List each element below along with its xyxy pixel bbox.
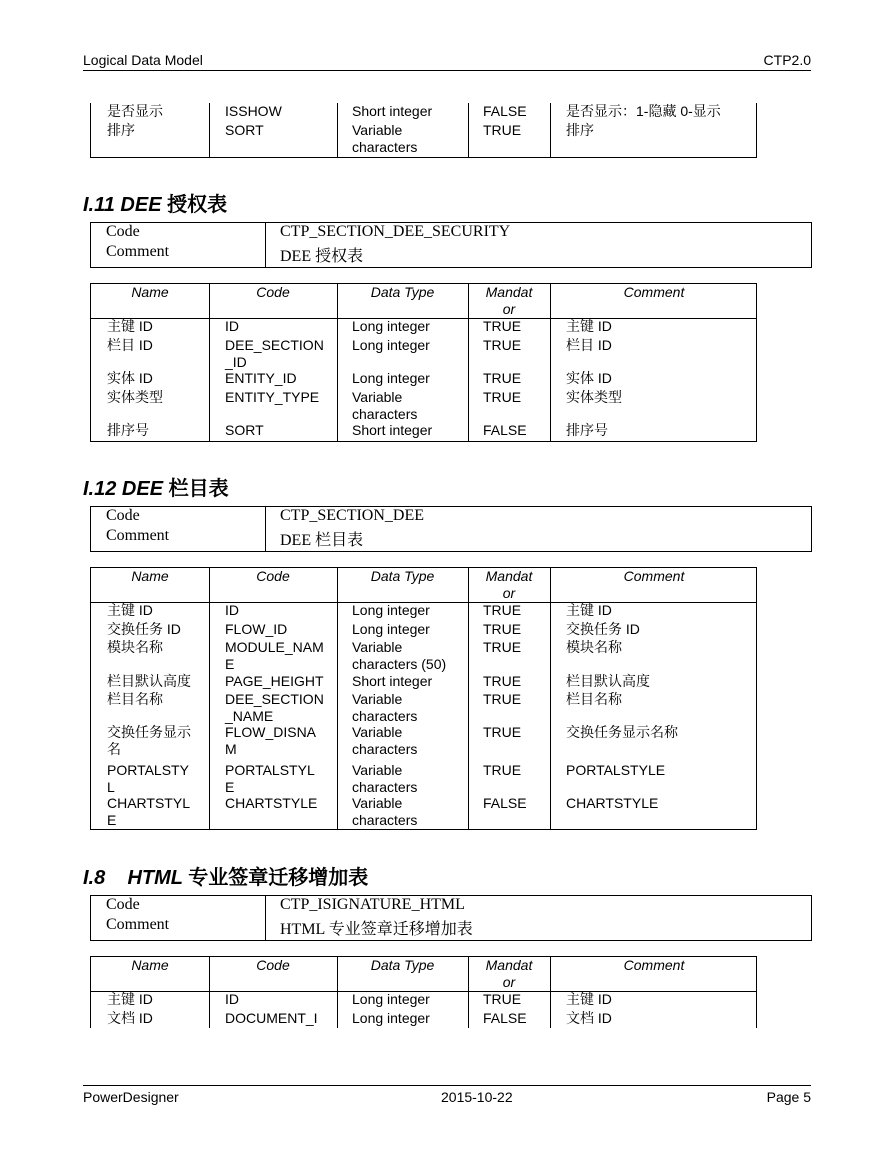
cell-name: 实体类型 <box>107 389 163 405</box>
table-info-box-isignature-html <box>90 895 812 941</box>
table-code-value: CTP_SECTION_DEE <box>280 507 424 524</box>
table-comment-value: DEE 授权表 <box>280 248 364 265</box>
cell-comment: 主键 ID <box>566 318 612 334</box>
cell-type: Long integer <box>352 621 430 637</box>
cell-comment: 交换任务 ID <box>566 621 640 637</box>
cell-mandatory: FALSE <box>483 1010 527 1026</box>
cell-name: 排序号 <box>107 422 149 438</box>
column-header-code: Code <box>256 284 290 300</box>
cell-type: Variable characters <box>352 691 418 724</box>
cell-type: Short integer <box>352 103 433 119</box>
cell-mandatory: FALSE <box>483 103 527 119</box>
cell-mandatory: TRUE <box>483 370 522 386</box>
cell-comment: 主键 ID <box>566 602 612 618</box>
cell-mandatory: TRUE <box>483 389 522 405</box>
column-header-name: Name <box>131 568 169 584</box>
cell-mandatory: TRUE <box>483 762 522 778</box>
cell-type: Variable characters <box>352 795 418 828</box>
cell-code: FLOW_ID <box>225 621 288 637</box>
columns-table-isignature-html <box>90 956 757 1028</box>
cell-code: ID <box>225 991 239 1007</box>
column-header-data-type: Data Type <box>370 568 435 584</box>
cell-comment: CHARTSTYLE <box>566 795 659 811</box>
column-header-mandatory: Mandat or <box>485 284 533 317</box>
cell-comment: 排序 <box>566 122 594 138</box>
footer-page-number: Page 5 <box>766 1089 811 1105</box>
cell-mandatory: FALSE <box>483 422 527 438</box>
cell-type: Long integer <box>352 337 430 353</box>
table-comment-value: DEE 栏目表 <box>280 532 364 549</box>
cell-name: 实体 ID <box>107 370 153 386</box>
cell-name: 交换任务 ID <box>107 621 181 637</box>
cell-mandatory: FALSE <box>483 795 527 811</box>
cell-comment: 栏目默认高度 <box>566 673 650 689</box>
cell-mandatory: TRUE <box>483 691 522 707</box>
cell-code: CHARTSTYLE <box>225 795 318 811</box>
cell-type: Long integer <box>352 602 430 618</box>
cell-name: 是否显示 <box>107 103 163 119</box>
cell-type: Short integer <box>352 422 433 438</box>
header-doc-title: Logical Data Model <box>83 52 203 68</box>
table-header-row <box>91 284 756 319</box>
cell-type: Variable characters <box>352 762 418 795</box>
cell-comment: 是否显示：1-隐藏 0-显示 <box>566 103 721 119</box>
cell-comment: 栏目 ID <box>566 337 612 353</box>
cell-name: 主键 ID <box>107 318 153 334</box>
cell-name: 排序 <box>107 122 135 138</box>
section-title-dee-section <box>83 472 229 501</box>
column-header-code: Code <box>256 957 290 973</box>
section-title-isignature-html <box>83 861 368 890</box>
columns-table-dee-security <box>90 283 757 442</box>
column-header-name: Name <box>131 284 169 300</box>
column-header-data-type: Data Type <box>370 284 435 300</box>
section-number: I.11 DEE <box>83 194 162 216</box>
comment-label: Comment <box>106 243 170 260</box>
header-version: CTP2.0 <box>763 52 811 68</box>
column-header-name: Name <box>131 957 169 973</box>
cell-mandatory: TRUE <box>483 602 522 618</box>
cell-comment: 交换任务显示名称 <box>566 724 678 740</box>
code-label: Code <box>106 223 140 240</box>
cell-type: Variable characters <box>352 122 418 155</box>
cell-name: 文档 ID <box>107 1010 153 1026</box>
cell-name: CHARTSTYL E <box>107 795 190 828</box>
cell-code: DEE_SECTION _ID <box>225 337 324 370</box>
section-number: I.12 DEE <box>83 478 164 500</box>
table-code-value: CTP_ISIGNATURE_HTML <box>280 896 465 913</box>
cell-comment: 栏目名称 <box>566 691 622 707</box>
cell-code: ISSHOW <box>225 103 282 119</box>
cell-mandatory: TRUE <box>483 621 522 637</box>
cell-comment: PORTALSTYLE <box>566 762 666 778</box>
cell-name: 主键 ID <box>107 991 153 1007</box>
column-header-comment: Comment <box>623 284 685 300</box>
cell-name: 栏目 ID <box>107 337 153 353</box>
column-header-comment: Comment <box>623 957 685 973</box>
cell-mandatory: TRUE <box>483 724 522 740</box>
cell-comment: 文档 ID <box>566 1010 612 1026</box>
table-comment-value: HTML 专业签章迁移增加表 <box>280 921 473 938</box>
cell-type: Short integer <box>352 673 433 689</box>
cell-code: DOCUMENT_I <box>225 1010 318 1026</box>
cell-name: 栏目默认高度 <box>107 673 191 689</box>
table-info-box-dee-security <box>90 222 812 268</box>
cell-comment: 主键 ID <box>566 991 612 1007</box>
table-info-box-dee-section <box>90 506 812 552</box>
cell-name: PORTALSTY L <box>107 762 189 795</box>
cell-code: PORTALSTYL E <box>225 762 315 795</box>
table-header-row <box>91 568 756 603</box>
column-header-comment: Comment <box>623 568 685 584</box>
cell-name: 模块名称 <box>107 639 163 655</box>
cell-mandatory: TRUE <box>483 337 522 353</box>
cell-mandatory: TRUE <box>483 639 522 655</box>
section-name: 专业签章迁移增加表 <box>188 867 369 889</box>
column-header-mandatory: Mandat or <box>485 568 533 601</box>
cell-name: 交换任务显示 名 <box>107 724 191 757</box>
cell-code: DEE_SECTION _NAME <box>225 691 324 724</box>
cell-code: FLOW_DISNA M <box>225 724 317 757</box>
columns-table-continued <box>90 103 757 158</box>
cell-code: SORT <box>225 122 264 138</box>
cell-code: MODULE_NAM E <box>225 639 324 672</box>
section-name: 授权表 <box>167 194 228 216</box>
cell-mandatory: TRUE <box>483 318 522 334</box>
section-number: I.8 HTML <box>83 867 183 889</box>
cell-type: Variable characters <box>352 389 418 422</box>
cell-type: Long integer <box>352 1010 430 1026</box>
cell-type: Variable characters <box>352 724 418 757</box>
cell-name: 栏目名称 <box>107 691 163 707</box>
cell-type: Long integer <box>352 370 430 386</box>
cell-comment: 实体 ID <box>566 370 612 386</box>
cell-name: 主键 ID <box>107 602 153 618</box>
table-header-row <box>91 957 756 992</box>
cell-type: Variable characters (50) <box>352 639 447 672</box>
cell-mandatory: TRUE <box>483 673 522 689</box>
cell-comment: 模块名称 <box>566 639 622 655</box>
cell-type: Long integer <box>352 318 430 334</box>
column-header-mandatory: Mandat or <box>485 957 533 990</box>
page-header <box>83 50 811 71</box>
comment-label: Comment <box>106 916 170 933</box>
page-footer <box>83 1085 811 1110</box>
column-header-code: Code <box>256 568 290 584</box>
cell-code: SORT <box>225 422 264 438</box>
columns-table-dee-section <box>90 567 757 830</box>
column-header-data-type: Data Type <box>370 957 435 973</box>
code-label: Code <box>106 507 140 524</box>
cell-code: ENTITY_TYPE <box>225 389 320 405</box>
cell-code: ID <box>225 318 239 334</box>
section-name: 栏目表 <box>168 478 229 500</box>
cell-code: ID <box>225 602 239 618</box>
cell-mandatory: TRUE <box>483 122 522 138</box>
table-code-value: CTP_SECTION_DEE_SECURITY <box>280 223 511 240</box>
cell-mandatory: TRUE <box>483 991 522 1007</box>
cell-code: ENTITY_ID <box>225 370 297 386</box>
cell-type: Long integer <box>352 991 430 1007</box>
footer-date: 2015-10-22 <box>441 1089 513 1105</box>
footer-tool-name: PowerDesigner <box>83 1089 179 1105</box>
cell-comment: 实体类型 <box>566 389 622 405</box>
comment-label: Comment <box>106 527 170 544</box>
section-title-dee-security <box>83 188 227 217</box>
cell-code: PAGE_HEIGHT <box>225 673 324 689</box>
cell-comment: 排序号 <box>566 422 608 438</box>
code-label: Code <box>106 896 140 913</box>
